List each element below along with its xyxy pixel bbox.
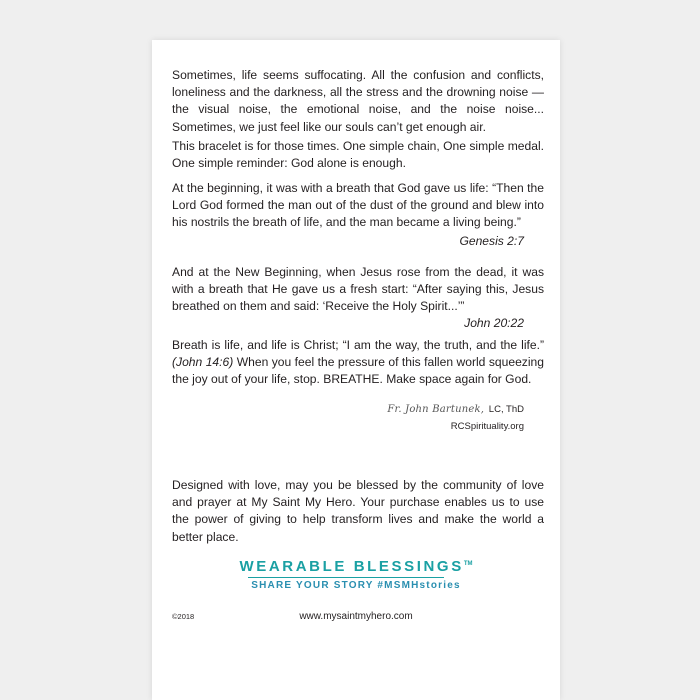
signature-credentials: LC, ThD: [488, 404, 524, 415]
card: [152, 40, 560, 700]
paragraph-suffocating: Sometimes, life seems suffocating. All the confusion and conflicts, loneliness and the darkness, all the stress and the drowning noise —the visual noise, the emotional noise, and the noise noise... Sometimes, we just feel like our souls can’t get enough air.: [172, 68, 544, 134]
signature: Fr. John Bartunek,: [387, 404, 485, 415]
footer-website: www.mysaintmyhero.com: [299, 611, 413, 622]
paragraph-breath-is-life: [172, 337, 544, 389]
brand-trademark: TM: [463, 561, 473, 567]
reference-genesis: Genesis 2:7: [459, 234, 524, 248]
paragraph-breath-start: Breath is life, and life is Christ; “I am the way, the truth, and the life.”: [172, 338, 544, 352]
signature-website: RCSpirituality.org: [450, 421, 524, 432]
brand-name: WEARABLE BLESSINGS: [239, 558, 464, 575]
brand-tagline: SHARE YOUR STORY #MSMHstories: [251, 580, 461, 591]
brand-title: [152, 558, 560, 575]
reference-john-14: (John 14:6): [172, 355, 234, 370]
paragraph-beginning: At the beginning, it was with a breath that God gave us life: “Then the Lord God formed the man out of the dust of the ground and blew into his nostrils the breath of life, and the man became a living being.”: [172, 181, 544, 230]
paragraph-new-beginning: And at the New Beginning, when Jesus rose from the dead, it was with a breath that He gave us a fresh start: “After saying this, Jesus breathed on them and said: ‘Receive the Holy Spirit...’”: [172, 265, 544, 314]
reference-john-20: John 20:22: [464, 316, 524, 330]
brand-divider: [248, 577, 444, 578]
signature-row: [172, 404, 524, 415]
copyright: ©2018: [172, 612, 195, 621]
paragraph-breath-end: When you feel the pressure of this fallen world squeezing the joy out of your life, stop. BREATHE. Make space again for God.: [172, 355, 544, 387]
paragraph-bracelet: This bracelet is for those times. One simple chain, One simple medal. One simple reminder: God alone is enough.: [172, 139, 544, 171]
paragraph-closing: Designed with love, may you be blessed by the community of love and prayer at My Saint My Hero. Your purchase enables us to use the power of giving to help transform lives and make the world a better place.: [172, 478, 544, 544]
